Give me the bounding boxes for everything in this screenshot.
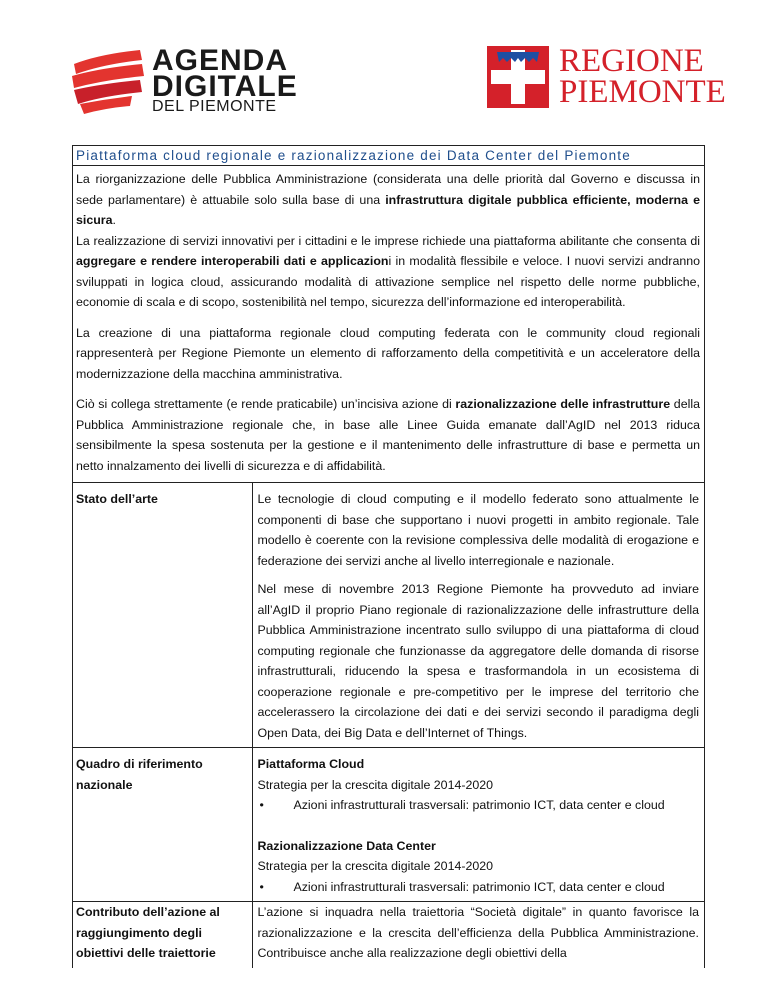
agenda-digitale-logo bbox=[70, 44, 300, 114]
intro-paragraph-2: La realizzazione di servizi innovativi per i cittadini e le imprese richiede una piattaforma abilitante che consenta di aggregare e rendere interoperabili dati e applicazioni in modalità flessibile e veloce. I nuovi servizi andranno sviluppati in logica cloud, assicurando modalità di attivazione semplice nel rispetto delle norme pubbliche, economie di scala e di scopo, sostenibilità nel tempo, sicurezza dell’informazione ed interoperabilità. bbox=[76, 233, 701, 309]
row-value-stato bbox=[252, 483, 704, 747]
detail-grid bbox=[72, 483, 705, 968]
quadro-section1-bullet: • Azioni infrastrutturali trasversali: patrimonio ICT, data center e cloud bbox=[257, 795, 699, 816]
regione-piemonte-logo bbox=[487, 43, 726, 110]
agenda-flag-icon bbox=[70, 44, 150, 114]
regione-emblem-icon bbox=[487, 46, 549, 108]
regione-logo-line2: PIEMONTE bbox=[559, 74, 726, 110]
row-label-contributo: Contributo dell’azione al raggiungimento degli obiettivi delle traiettorie bbox=[76, 905, 220, 960]
agenda-logo-line1: AGENDA bbox=[152, 44, 289, 77]
quadro-section1-line: Strategia per la crescita digitale 2014-2020 bbox=[257, 777, 494, 792]
quadro-section2-title: Razionalizzazione Data Center bbox=[257, 838, 436, 853]
stato-paragraph-2: Nel mese di novembre 2013 Regione Piemonte ha provveduto ad inviare all’AgID il proprio Piano regionale di razionalizzazione delle infrastrutture della Pubblica Amministrazione incentrato sullo sviluppo di una piattaforma di cloud computing regionale che funzionasse da aggregatore delle domanda di risorse infrastrutturali, riducendo la spesa e trasformandola in un ecosistema di cooperazione regionale e pre-competitivo per le imprese del territorio che accelerassero la circolazione dei dati e dei servizi secondo il paradigma degli Open Data, dei Big Data e dell’Internet of Things. bbox=[257, 582, 699, 740]
row-contributo bbox=[73, 902, 704, 968]
agenda-logo-line2: DIGITALE bbox=[152, 70, 298, 103]
row-value-contributo: L’azione si inquadra nella traiettoria “Società digitale” in quanto favorisce la razionalizzazione e la crescita dell’efficienza della Pubblica Amministrazione. Contribuisce anche alla realizzazione degli obiettivi della bbox=[252, 902, 704, 968]
intro-section bbox=[72, 166, 705, 483]
row-value-quadro bbox=[252, 748, 704, 901]
bullet-icon: • bbox=[259, 798, 264, 812]
row-label-stato: Stato dell’arte bbox=[76, 492, 158, 506]
quadro-section2-line: Strategia per la crescita digitale 2014-2020 bbox=[257, 859, 494, 873]
row-quadro-riferimento bbox=[73, 748, 704, 902]
row-label-quadro: Quadro di riferimento nazionale bbox=[76, 757, 203, 792]
quadro-section2-bullet: • Azioni infrastrutturali trasversali: patrimonio ICT, data center e cloud bbox=[257, 877, 699, 898]
document-title: Piattaforma cloud regionale e razionalizzazione dei Data Center del Piemonte bbox=[72, 145, 705, 166]
row-stato-arte bbox=[73, 483, 704, 748]
intro-paragraph-4: Ciò si collega strettamente (e rende praticabile) un’incisiva azione di razionalizzazione delle infrastrutture della Pubblica Amministrazione regionale che, in base alle Linee Guida emanate dall’AgID nel 2013 riduca sensibilmente la spesa sostenuta per la gestione e il mantenimento delle infrastrutture di base e permetta un netto innalzamento dei livelli di sicurezza e di affidabilità. bbox=[76, 397, 700, 473]
quadro-section1-title: Piattaforma Cloud bbox=[257, 757, 365, 771]
intro-paragraph-1: La riorganizzazione delle Pubblica Amministrazione (considerata una delle priorità dal Governo e discussa in sede parlamentare) è attuabile solo sulla base di una infrastruttura digitale pubblica efficiente, moderna e sicura. bbox=[76, 172, 700, 227]
regione-logo-line1: REGIONE bbox=[559, 43, 704, 79]
bullet-icon: • bbox=[259, 879, 264, 894]
document-table bbox=[72, 145, 705, 968]
intro-paragraph-3: La creazione di una piattaforma regionale cloud computing federata con le community cloud regionali rappresenterà per Regione Piemonte un elemento di rafforzamento della competitività e un acceleratore della modernizzazione della macchina amministrativa. bbox=[76, 325, 700, 381]
agenda-logo-line3: DEL PIEMONTE bbox=[152, 98, 277, 115]
stato-paragraph-1: Le tecnologie di cloud computing e il modello federato sono attualmente le componenti di base che supportano i nuovi progetti in ambito regionale. Tale modello è coerente con la revisione complessiva delle modalità di erogazione e federazione dei servizi anche al livello interregionale e nazionale. bbox=[257, 492, 699, 568]
